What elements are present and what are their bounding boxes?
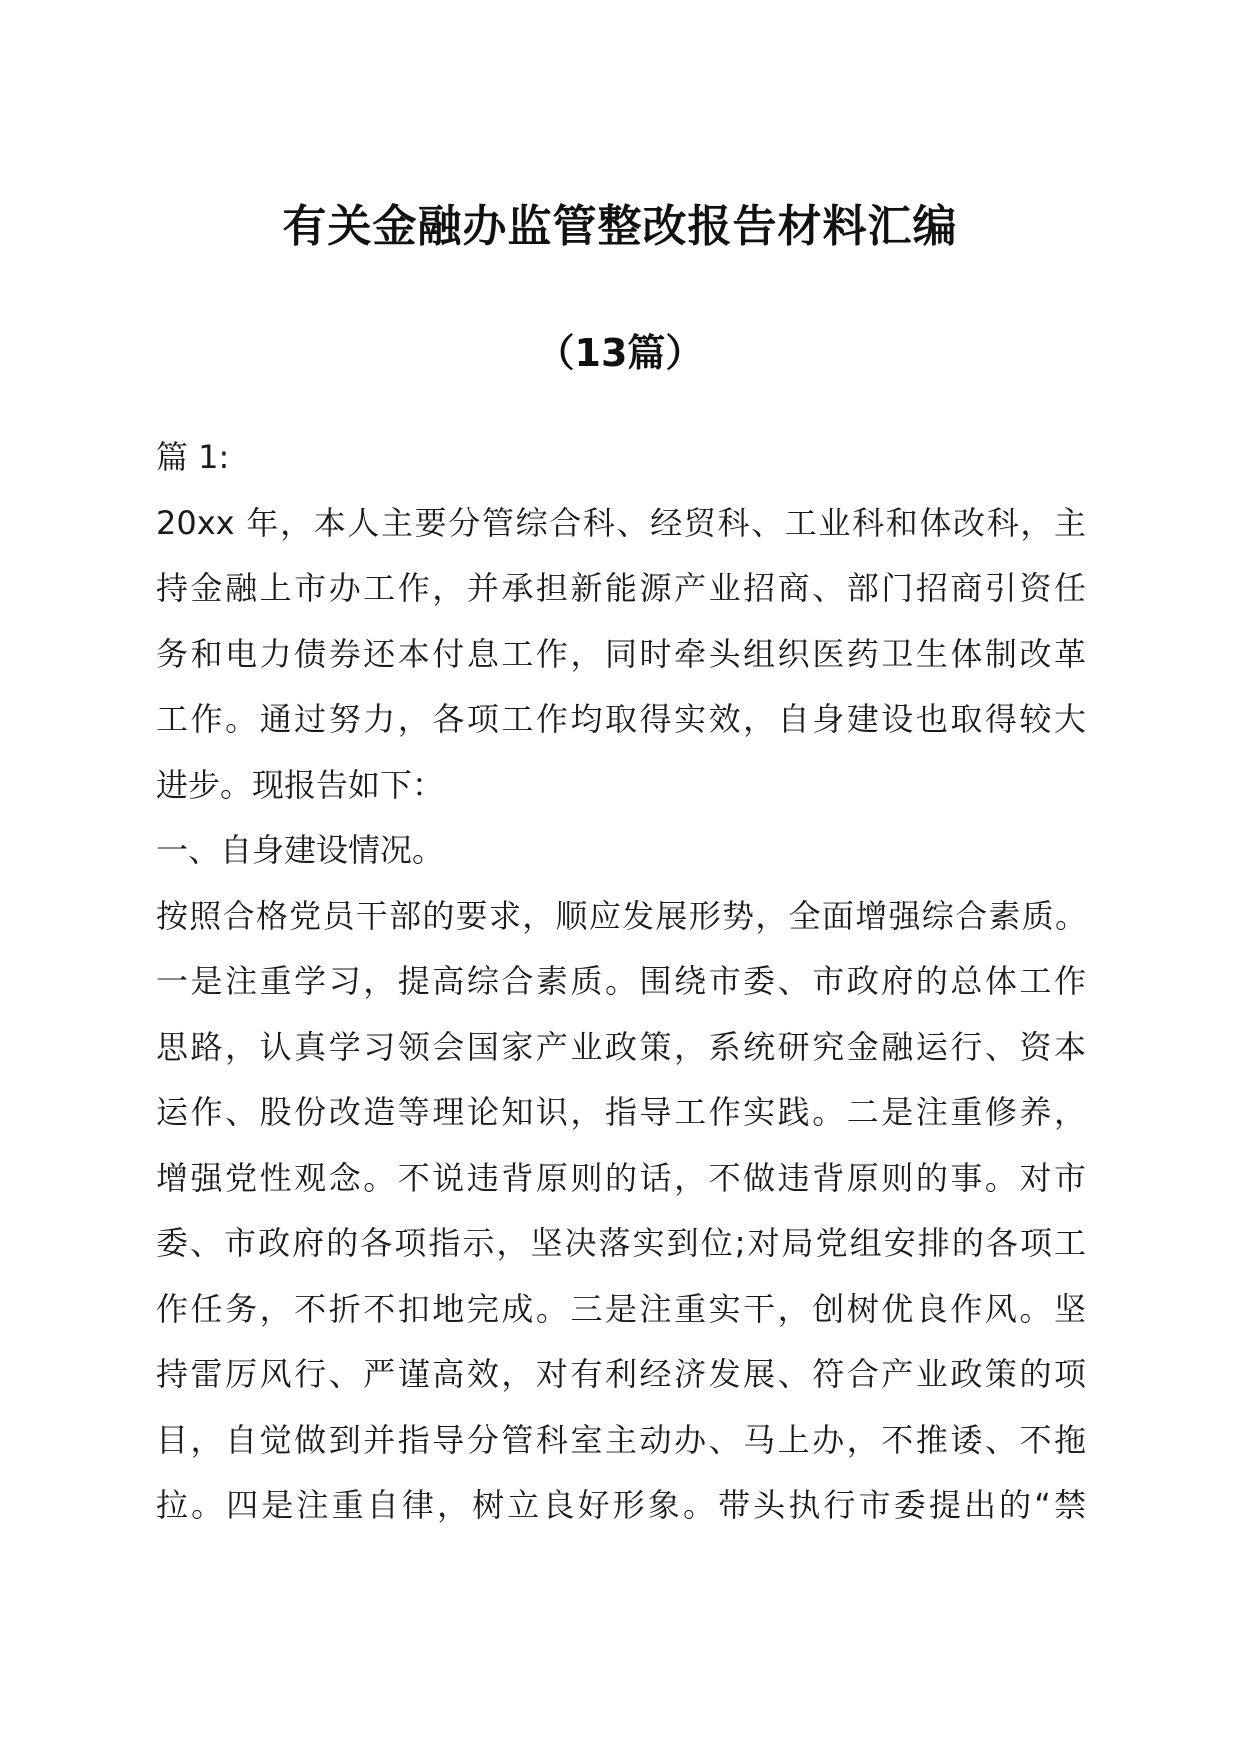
body-line: 按照合格党员干部的要求，顺应发展形势，全面增强综合素质。 bbox=[156, 896, 1086, 935]
body-line: 持金融上市办工作，并承担新能源产业招商、部门招商引资任 bbox=[156, 569, 1086, 607]
body-line: 持雷厉风行、严谨高效，对有利经济发展、符合产业政策的项 bbox=[156, 1355, 1086, 1393]
body-line: 务和电力债券还本付息工作，同时牵头组织医药卫生体制改革 bbox=[156, 634, 1086, 673]
body-line: 增强党性观念。不说违背原则的话，不做违背原则的事。对市 bbox=[156, 1158, 1086, 1197]
document-body bbox=[156, 425, 1086, 1539]
body-line: 篇 1: bbox=[156, 438, 230, 476]
body-line: 作任务，不折不扣地完成。三是注重实干，创树优良作风。坚 bbox=[156, 1289, 1086, 1328]
body-line: 目，自觉做到并指导分管科室主动办、马上办，不推诿、不拖 bbox=[156, 1420, 1086, 1459]
body-line: 运作、股份改造等理论知识，指导工作实践。二是注重修养， bbox=[156, 1093, 1086, 1131]
body-line: 拉。四是注重自律，树立良好形象。带头执行市委提出的“禁 bbox=[156, 1486, 1086, 1524]
body-line: 委、市政府的各项指示，坚决落实到位;对局党组安排的各项工 bbox=[156, 1224, 1086, 1262]
body-line: 20xx 年，本人主要分管综合科、经贸科、工业科和体改科，主 bbox=[156, 503, 1086, 542]
document-subtitle: （13篇） bbox=[536, 331, 704, 375]
body-line: 工作。通过努力，各项工作均取得实效，自身建设也取得较大 bbox=[156, 700, 1086, 738]
body-line: 思路，认真学习领会国家产业政策，系统研究金融运行、资本 bbox=[156, 1027, 1086, 1066]
body-line: 一是注重学习，提高综合素质。围绕市委、市政府的总体工作 bbox=[156, 962, 1086, 1000]
body-line: 一、自身建设情况。 bbox=[156, 831, 445, 869]
body-line: 进步。现报告如下： bbox=[156, 765, 445, 804]
document-title: 有关金融办监管整改报告材料汇编 bbox=[282, 201, 958, 252]
